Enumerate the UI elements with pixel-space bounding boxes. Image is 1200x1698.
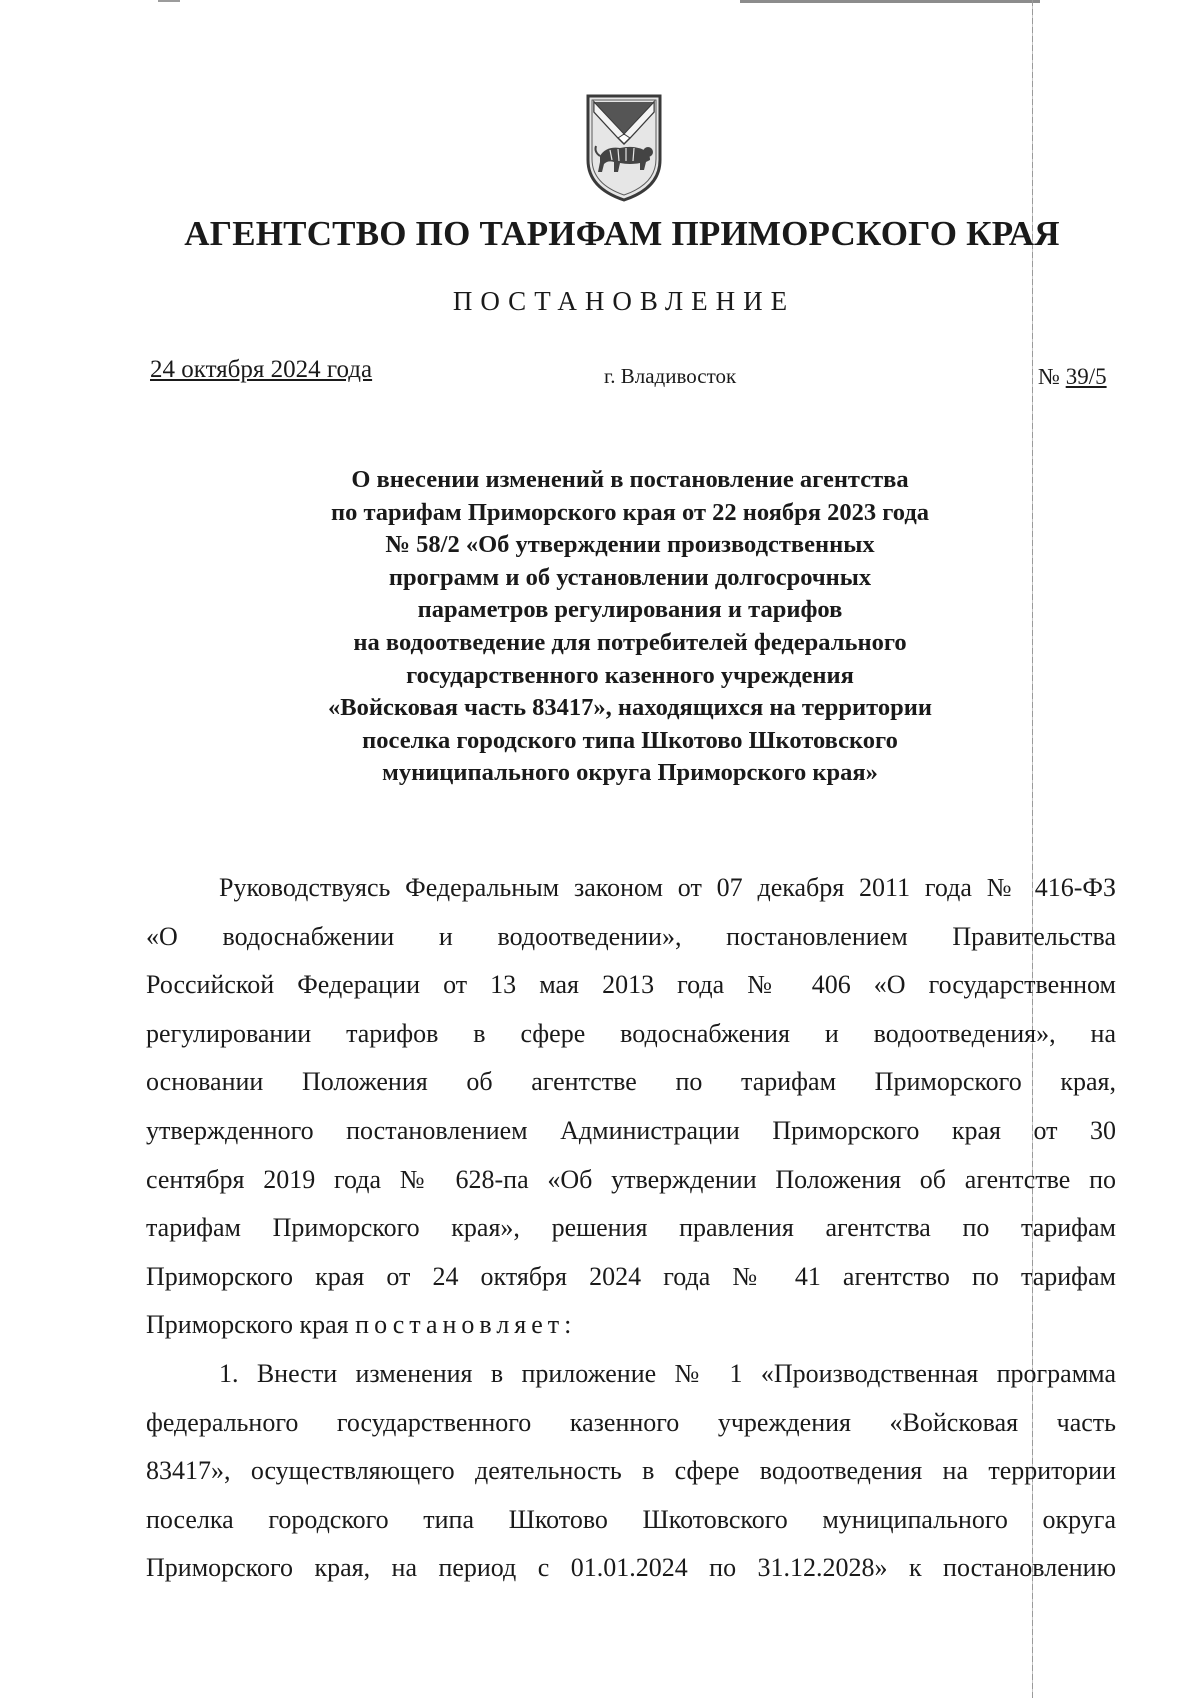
document-body bbox=[146, 864, 1116, 1593]
agency-name bbox=[0, 214, 1200, 254]
number-value: 39/5 bbox=[1065, 364, 1107, 389]
scan-artifact-top-left bbox=[158, 0, 180, 2]
title-line: параметров регулирования и тарифов bbox=[417, 596, 843, 624]
preamble-last-text: Приморского края bbox=[146, 1310, 356, 1340]
preamble-paragraph bbox=[146, 864, 1116, 1301]
document-city: г. Владивосток bbox=[604, 364, 737, 388]
preamble-line: Российской Федерации от 13 мая 2013 года № 406 «О государственном bbox=[146, 970, 1116, 1000]
preamble-last-line bbox=[146, 1301, 1116, 1350]
preamble-line: тарифам Приморского края», решения правления агентства по тарифам bbox=[146, 1213, 1116, 1243]
item-1-line: 83417», осуществляющего деятельность в сфере водоотведения на территории bbox=[146, 1456, 1116, 1486]
title-line: О внесении изменений в постановление агентства bbox=[351, 466, 909, 493]
agency-name-text: АГЕНТСТВО ПО ТАРИФАМ ПРИМОРСКОГО КРАЯ bbox=[184, 214, 1060, 253]
document-date: 24 октября 2024 года bbox=[150, 356, 373, 383]
preamble-line: утвержденного постановлением Администрации Приморского края от 30 bbox=[146, 1115, 1116, 1145]
document-title bbox=[160, 464, 1100, 790]
title-line: № 58/2 «Об утверждении производственных bbox=[385, 531, 875, 559]
title-line: программ и об установлении долгосрочных bbox=[388, 563, 872, 591]
item-1-line: поселка городского типа Шкотово Шкотовского муниципального округа bbox=[146, 1504, 1116, 1534]
coat-of-arms-icon bbox=[584, 90, 664, 202]
item-1-line: Приморского края, на период с 01.01.2024 по 31.12.2028» к постановлению bbox=[146, 1553, 1116, 1583]
document-type bbox=[0, 286, 1200, 317]
item-1-line: федерального государственного казенного учреждения «Войсковая часть bbox=[146, 1407, 1116, 1437]
document-type-text: ПОСТАНОВЛЕНИЕ bbox=[452, 286, 796, 316]
preamble-line: «О водоснабжении и водоотведении», постановлением Правительства bbox=[146, 921, 1116, 951]
title-line: по тарифам Приморского края от 22 ноября 2023 года bbox=[330, 498, 929, 526]
preamble-verb: постановляет: bbox=[355, 1310, 577, 1340]
document-number bbox=[1038, 364, 1107, 390]
preamble-line: регулировании тарифов в сфере водоснабжения и водоотведения», на bbox=[146, 1018, 1116, 1048]
preamble-line: Руководствуясь Федеральным законом от 07 декабря 2011 года № 416-ФЗ bbox=[219, 873, 1116, 902]
preamble-line: Приморского края от 24 октября 2024 года № 41 агентство по тарифам bbox=[146, 1261, 1116, 1291]
scan-artifact-top bbox=[740, 0, 1040, 3]
title-line: «Войсковая часть 83417», находящихся на территории bbox=[328, 694, 932, 722]
item-1-paragraph bbox=[146, 1350, 1116, 1593]
number-prefix: № bbox=[1038, 364, 1060, 389]
title-line: государственного казенного учреждения bbox=[406, 661, 854, 689]
item-1-line: 1. Внести изменения в приложение № 1 «Производственная программа bbox=[219, 1358, 1116, 1388]
title-line: поселка городского типа Шкотово Шкотовского bbox=[362, 726, 898, 754]
preamble-line: сентября 2019 года № 628-па «Об утверждении Положения об агентстве по bbox=[146, 1164, 1116, 1194]
title-line: муниципального округа Приморского края» bbox=[382, 759, 878, 787]
preamble-line: основании Положения об агентстве по тарифам Приморского края, bbox=[146, 1067, 1116, 1097]
title-line: на водоотведение для потребителей федерального bbox=[353, 628, 907, 656]
